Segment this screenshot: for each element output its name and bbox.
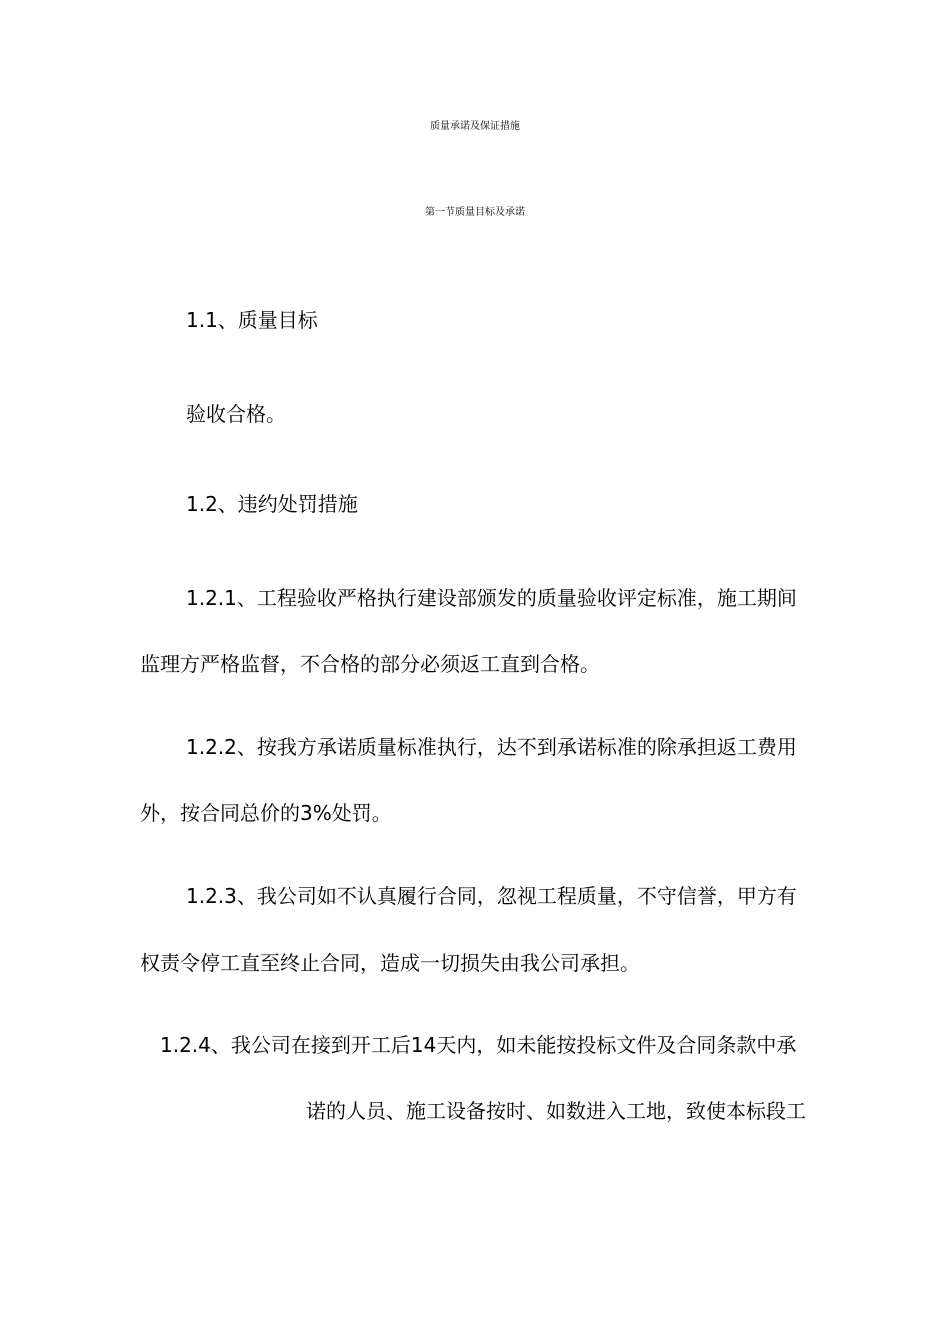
paragraph-1-2-2-line-2: 外，按合同总价的3%处罚。 bbox=[140, 801, 392, 825]
paragraph-1-2-4-line-1: 1.2.4、我公司在接到开工后14天内，如未能按投标文件及合同条款中承 bbox=[160, 1033, 797, 1057]
paragraph-1-2-1-line-1: 1.2.1、工程验收严格执行建设部颁发的质量验收评定标准，施工期间 bbox=[186, 586, 797, 610]
section-title: 第一节质量目标及承诺 bbox=[425, 207, 525, 218]
acceptance-text: 验收合格。 bbox=[186, 402, 286, 426]
paragraph-1-2-2-line-1: 1.2.2、按我方承诺质量标准执行，达不到承诺标准的除承担返工费用 bbox=[186, 735, 797, 759]
paragraph-1-2-3-line-2: 权责令停工直至终止合同，造成一切损失由我公司承担。 bbox=[140, 951, 640, 975]
heading-1-1: 1.1、质量目标 bbox=[186, 308, 318, 332]
document-title: 质量承诺及保证措施 bbox=[430, 121, 520, 132]
paragraph-1-2-3-line-1: 1.2.3、我公司如不认真履行合同，忽视工程质量，不守信誉，甲方有 bbox=[186, 884, 797, 908]
heading-1-2: 1.2、违约处罚措施 bbox=[186, 492, 358, 516]
paragraph-1-2-4-line-2: 诺的人员、施工设备按时、如数进入工地，致使本标段工 bbox=[306, 1099, 806, 1123]
paragraph-1-2-1-line-2: 监理方严格监督，不合格的部分必须返工直到合格。 bbox=[140, 652, 600, 676]
